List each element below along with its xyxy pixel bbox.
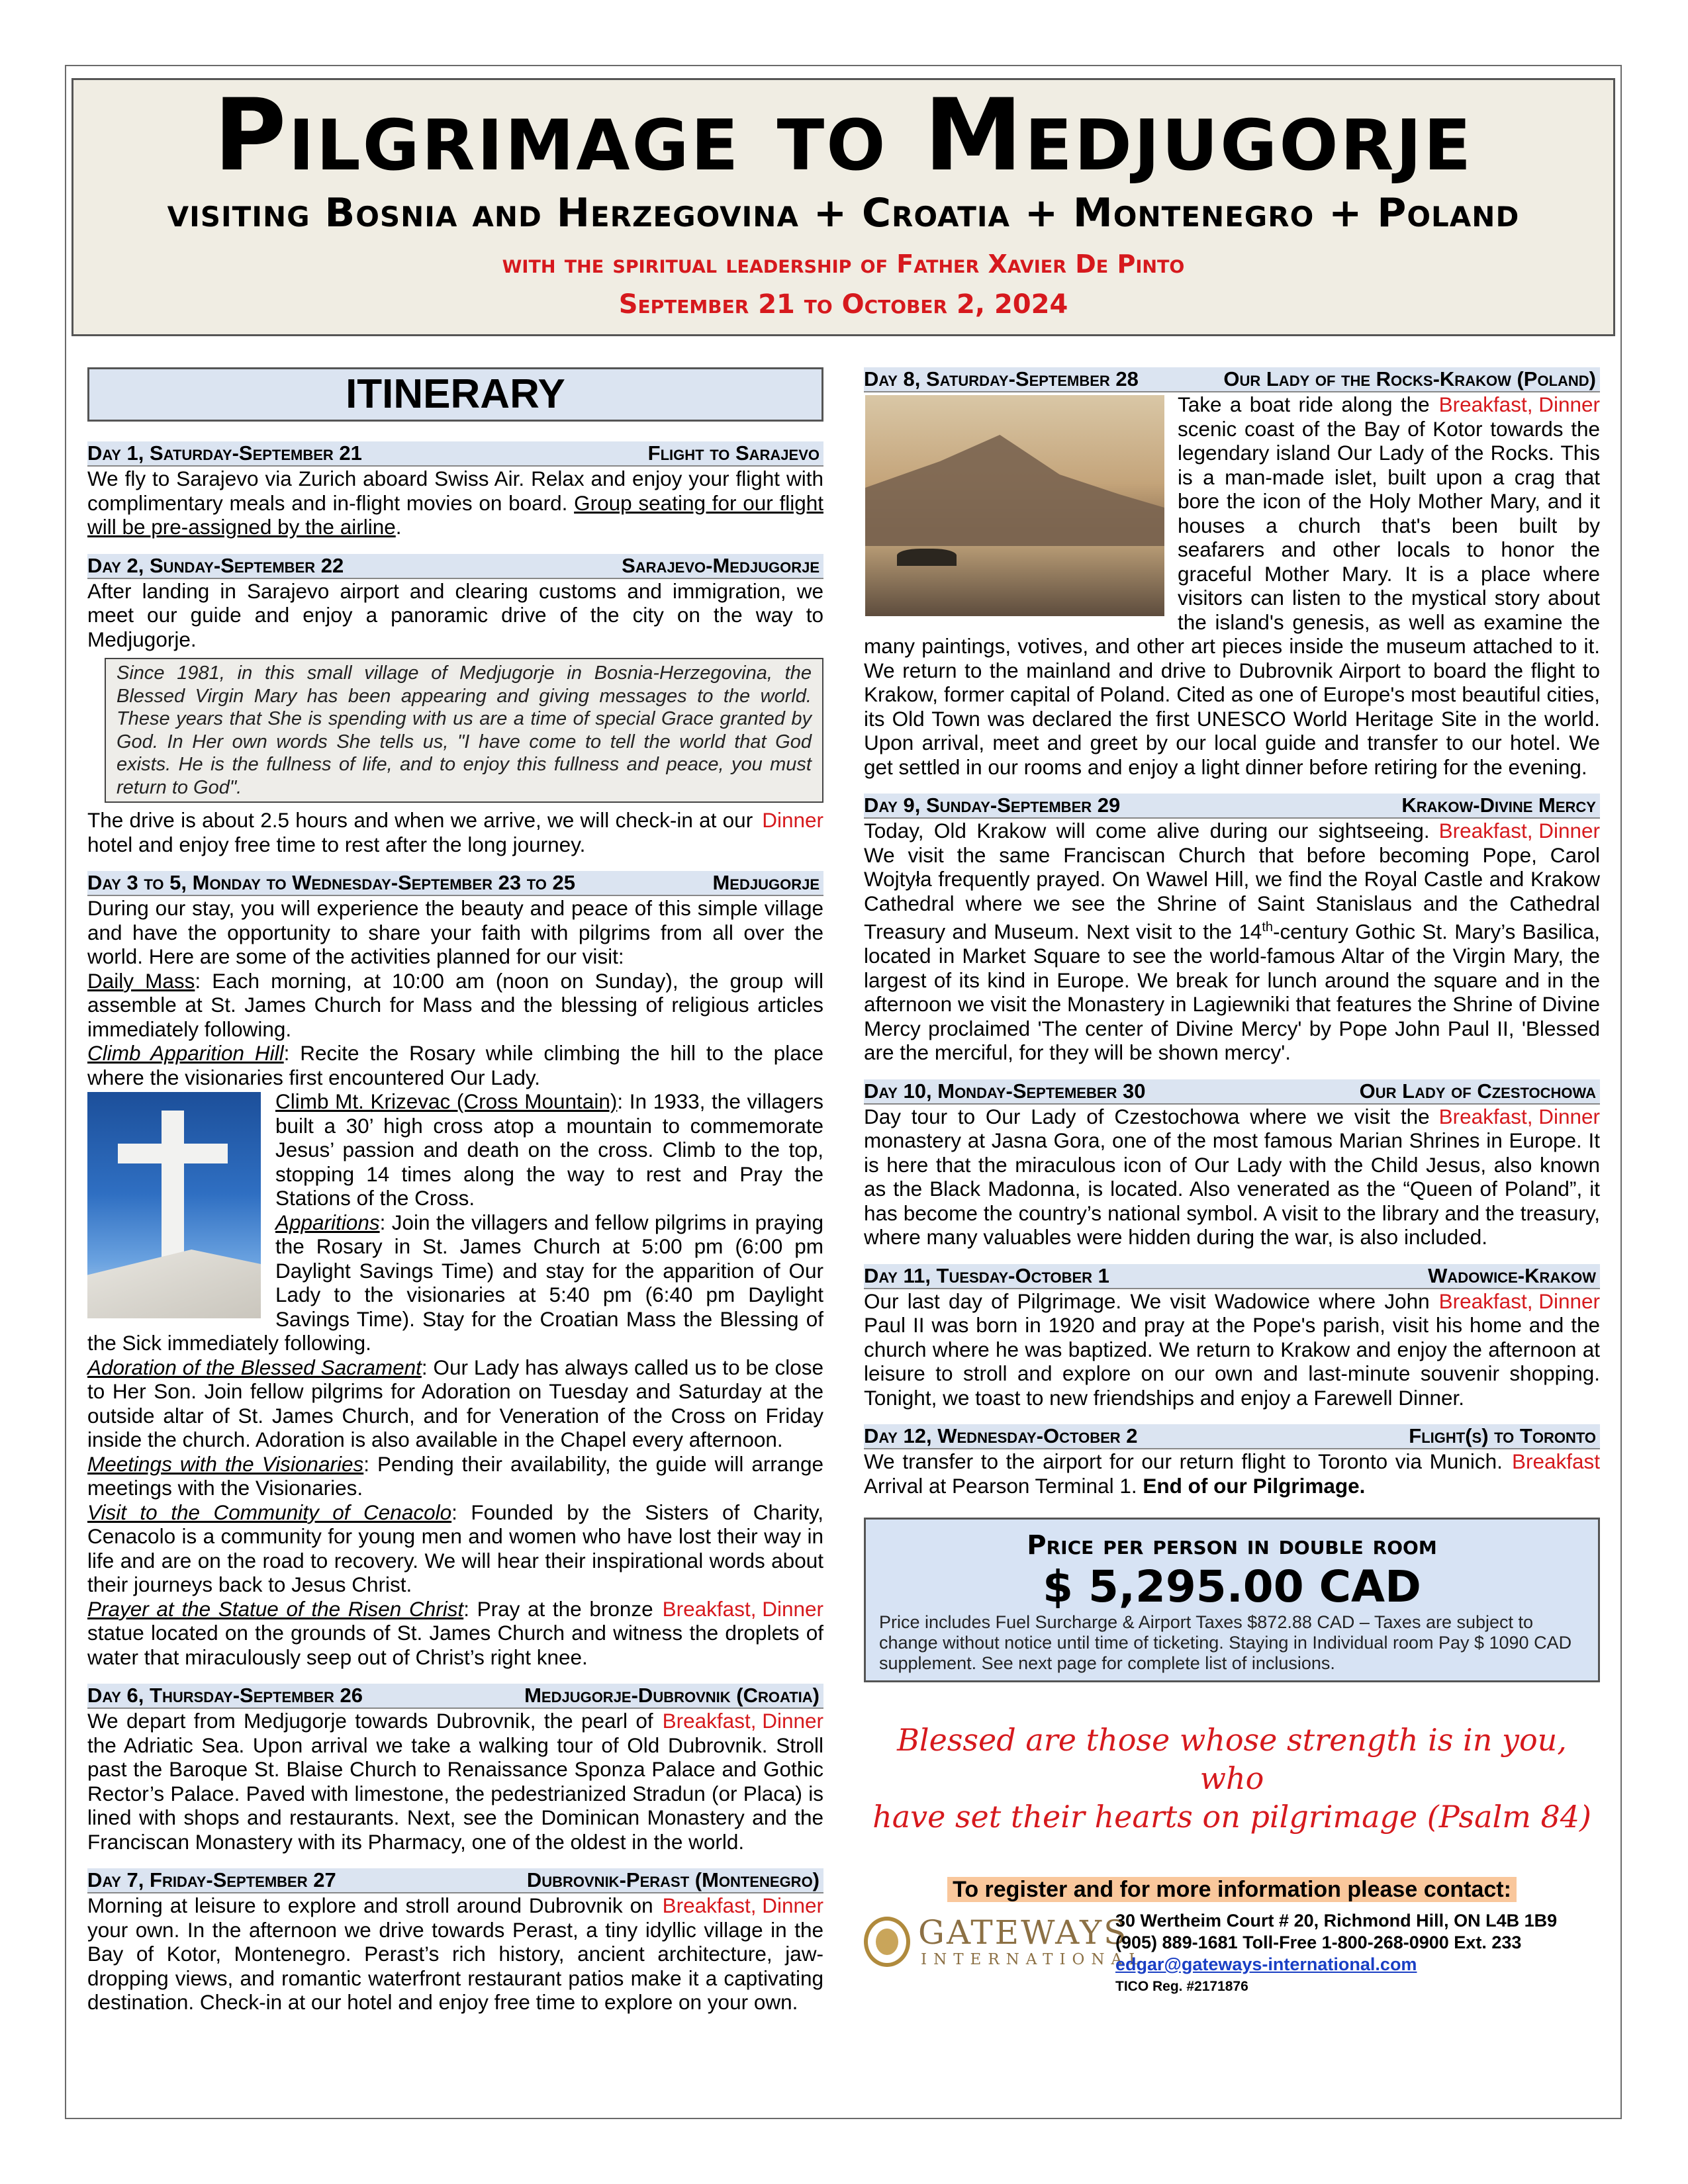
day-header bbox=[864, 1079, 1600, 1105]
page-title: Pilgrimage to Medjugorje bbox=[213, 78, 1474, 193]
activity-text: : Each morning, at 10:00 am (noon on Sunday), the group will assemble at St. James Church for Mass and the blessing of religious articles immediately following. bbox=[87, 968, 823, 1041]
day-10 bbox=[864, 1079, 1600, 1250]
meals: Breakfast, Dinner bbox=[662, 1596, 823, 1621]
phone: (905) 889-1681 Toll-Free 1-800-268-0900 Ext. 233 bbox=[1115, 1933, 1522, 1952]
activity-title: Adoration of the Blessed Sacrament bbox=[87, 1355, 422, 1379]
logo-emblem-icon bbox=[864, 1917, 910, 1967]
activity-text: : Pray at the bronze statue located on the grounds of St. James Church and witness the droplets of water that miraculously seep out of Christ’s right knee. bbox=[87, 1596, 823, 1669]
itinerary-heading: ITINERARY bbox=[87, 367, 823, 422]
cross-mountain-photo bbox=[87, 1092, 261, 1318]
meals: Breakfast bbox=[1511, 1449, 1600, 1473]
day-label: Day 8, Saturday-September 28 bbox=[864, 367, 1139, 390]
day-place: Dubrovnik-Perast (Montenegro) bbox=[526, 1868, 820, 1891]
day-2 bbox=[87, 554, 823, 857]
day-text bbox=[87, 1709, 823, 1854]
meals: Breakfast, Dinner bbox=[662, 1893, 823, 1917]
activity-cenacolo bbox=[87, 1500, 823, 1597]
day-text bbox=[864, 1289, 1600, 1410]
seating-note: Group seating for our flight will be pre-assigned by the airline bbox=[87, 490, 823, 539]
day-header bbox=[87, 1868, 823, 1893]
activity-title: Climb Apparition Hill bbox=[87, 1041, 284, 1065]
day-text-part2: -century Gothic St. Mary’s Basilica, located in Market Square to see the world-famous Altar of the Virgin Mary, the largest of its kind in Europe. We break for lunch around the square and in the afternoon we visit the Monastery in Lagiewniki that features the Shrine of Divine Mercy proclaimed 'The center of Divine Mercy' by Pope John Paul II, 'Blessed are the merciful, for they will be shown mercy'. bbox=[864, 919, 1600, 1064]
contact-section bbox=[864, 1876, 1600, 1992]
activity-text: : In 1933, the villagers built a 30’ high cross atop a mountain to commemorate Jesus’ passion and death on the cross. Climb to the top, stopping 14 times along the way to rest and Pray the Stations of the Cross. bbox=[275, 1089, 824, 1210]
day-place: Flight(s) to Toronto bbox=[1409, 1424, 1596, 1447]
day-header bbox=[87, 554, 823, 579]
day-label: Day 11, Tuesday-October 1 bbox=[864, 1263, 1109, 1287]
day-8 bbox=[864, 367, 1600, 779]
day-text-after bbox=[87, 808, 823, 856]
tico-registration: TICO Reg. #2171876 bbox=[1115, 1979, 1248, 1994]
address: 30 Wertheim Court # 20, Richmond Hill, ON L4B 1B9 bbox=[1115, 1911, 1558, 1931]
day-text-body: Our last day of Pilgrimage. We visit Wadowice where John Paul II was born in 1920 and pray at the Pope's parish, visit his home and the church where he was baptized. We return to Krakow and enjoy the afternoon at leisure to stroll and explore on our own and last-minute souvenir shopping. Tonight, we toast to new friendships and enjoy a Farewell Dinner. bbox=[864, 1289, 1600, 1410]
day-header bbox=[864, 1264, 1600, 1289]
day-place: Krakow-Divine Mercy bbox=[1401, 794, 1596, 817]
price-amount: $ 5,295.00 CAD bbox=[1043, 1561, 1421, 1612]
day-label: Day 10, Monday-Septemeber 30 bbox=[864, 1079, 1146, 1103]
activity-risen-christ bbox=[87, 1597, 823, 1670]
day-1 bbox=[87, 441, 823, 539]
day-label: Day 2, Sunday-September 22 bbox=[87, 553, 344, 577]
header-banner bbox=[71, 78, 1615, 336]
day-text-body: We fly to Sarajevo via Zurich aboard Swiss Air. Relax and enjoy your flight with complimentary meals and in-flight movies on board. bbox=[87, 467, 823, 515]
day-text-part1: Today, Old Krakow will come alive during our sightseeing. We visit the same Franciscan Church that before becoming Pope, Carol Wojtyła frequently prayed. On Wawel Hill, we find the Royal Castle and Krakow Cathedral where we see the Shrine of Saint Stanislaus and the Cathedral Treasury and Museum. Next visit to the 14 bbox=[864, 819, 1600, 944]
end-of-pilgrimage: End of our Pilgrimage. bbox=[1143, 1473, 1366, 1498]
contact-details bbox=[1115, 1910, 1557, 1997]
day-header bbox=[87, 1684, 823, 1709]
activity-daily-mass bbox=[87, 969, 823, 1042]
activity-title: Apparitions bbox=[275, 1210, 380, 1234]
spiritual-leadership: with the spiritual leadership of Father Xavier De Pinto bbox=[502, 250, 1185, 279]
day-label: Day 7, Friday-September 27 bbox=[87, 1868, 336, 1891]
day-place: Medjugorje-Dubrovnik (Croatia) bbox=[524, 1684, 820, 1707]
activity-apparition-hill bbox=[87, 1041, 823, 1089]
medjugorje-quote: Since 1981, in this small village of Medjugorje in Bosnia-Herzegovina, the Blessed Virgin Mary has been appearing and giving messages to the world. These years that She is spending with us are a time of special Grace granted by God. In Her own words She tells us, "I have come to tell the world that God exists. He is the fullness of life, and to enjoy this fullness and peace, you must return to God". bbox=[105, 658, 823, 803]
day-text-body: Morning at leisure to explore and stroll around Dubrovnik on your own. In the afternoon we drive towards Perast, a tiny idyllic village in the Bay of Kotor, Montenegro. Perast’s rich history, ancient architecture, jaw-dropping views, and romantic waterfront restaurant patios make it a captivating destination. Check-in at our hotel and enjoy free time to explore on your own. bbox=[87, 1893, 823, 2014]
cross-base-rock bbox=[87, 1250, 261, 1318]
contact-heading-text: To register and for more information please contact: bbox=[947, 1877, 1517, 1902]
left-column bbox=[87, 367, 823, 2029]
day-label: Day 3 to 5, Monday to Wednesday-September 23 to 25 bbox=[87, 871, 575, 894]
psalm-line-2: have set their hearts on pilgrimage (Psalm 84) bbox=[872, 1799, 1591, 1835]
day-header bbox=[87, 871, 823, 896]
gateways-logo bbox=[864, 1913, 1146, 1985]
activity-visionaries bbox=[87, 1452, 823, 1500]
day-place: Sarajevo-Medjugorje bbox=[622, 553, 820, 577]
day-text-body: Take a boat ride along the scenic coast of the Bay of Kotor towards the legendary island Our Lady of the Rocks. This is a man-made islet, built upon a crag that bore the icon of the Holy Mother Mary, and it houses a church that's been built by seafarers and other locals to honor the graceful Mother Mary. It is a place where visitors can listen to the mystical story about the island's genesis, as well as examine the many paintings, votives, and other art pieces inside the museum attached to it. We return to the mainland and drive to Dubrovnik Airport to board the flight to Krakow, former capital of Poland. Cited as one of Europe's most beautiful cities, its Old Town was declared the first UNESCO World Heritage Site in the world. Upon arrival, meet and greet by our local guide and transfer to our hotel. We get settled in our rooms and enjoy a light dinner before retiring for the evening. bbox=[864, 392, 1600, 779]
day-place: Our Lady of Czestochowa bbox=[1359, 1079, 1596, 1103]
day-11 bbox=[864, 1264, 1600, 1410]
activity-adoration bbox=[87, 1355, 823, 1452]
cross-vertical bbox=[162, 1111, 184, 1263]
day-text bbox=[864, 1105, 1600, 1250]
day-label: Day 12, Wednesday-October 2 bbox=[864, 1424, 1138, 1447]
activity-title: Climb Mt. Krizevac (Cross Mountain) bbox=[275, 1089, 618, 1113]
activity-text: : Recite the Rosary while climbing the hill to the place where the visionaries first encountered Our Lady. bbox=[87, 1041, 823, 1089]
meals: Breakfast, Dinner bbox=[1438, 392, 1600, 416]
day-header bbox=[87, 441, 823, 467]
meals: Breakfast, Dinner bbox=[1438, 1104, 1600, 1128]
day-7 bbox=[87, 1868, 823, 2015]
activity-text: : Join the villagers and fellow pilgrims in praying the Rosary in St. James Church at 5:00 pm (6:00 pm Daylight Savings Time) and stay for the apparition of Our Lady to the visionaries at 5:40 pm (6:40 pm Daylight Savings Time). Stay for the Croatian Mass the Blessing of the Sick immediately following. bbox=[87, 1210, 823, 1355]
photo-islet bbox=[897, 549, 957, 566]
day-place: Wadowice-Krakow bbox=[1428, 1263, 1596, 1287]
day-place: Our Lady of the Rocks-Krakow (Poland) bbox=[1223, 367, 1596, 390]
day-header bbox=[864, 794, 1600, 819]
psalm-quote bbox=[864, 1721, 1600, 1836]
psalm-line-1: Blessed are those whose strength is in you, who bbox=[897, 1722, 1567, 1796]
right-column bbox=[864, 367, 1600, 1992]
price-heading: Price per person in double room bbox=[1027, 1530, 1437, 1561]
activity-text: : Our Lady has always called us to be close to Her Son. Join fellow pilgrims for Adoration on Tuesday and Saturday at the outside altar of St. James Church, and for Veneration of the Cross on Friday inside the church. Adoration is also available in the Chapel every afternoon. bbox=[87, 1355, 823, 1451]
day-label: Day 1, Saturday-September 21 bbox=[87, 441, 362, 465]
email-link[interactable]: edgar@gateways-international.com bbox=[1115, 1954, 1417, 1974]
day-label: Day 6, Thursday-September 26 bbox=[87, 1684, 363, 1707]
trip-dates: September 21 to October 2, 2024 bbox=[618, 289, 1068, 320]
meals: Breakfast, Dinner bbox=[662, 1709, 823, 1733]
day-place: Medjugorje bbox=[712, 871, 820, 894]
ordinal-suffix: th bbox=[1262, 920, 1274, 934]
logo-subtext: INTERNATIONAL bbox=[921, 1951, 1146, 1968]
day-text-body: We depart from Medjugorje towards Dubrovnik, the pearl of the Adriatic Sea. Upon arrival we take a walking tour of Old Dubrovnik. Stroll past the Baroque St. Blaise Church to Renaissance Sponza Palace and Gothic Rector’s Palace. Paved with limestone, the pedestrianized Stradun (or Placa) is lined with shops and restaurants. Next, see the Dominican Monastery and the Franciscan Monastery with its Pharmacy, one of the oldest in the world. bbox=[87, 1709, 823, 1854]
day-header bbox=[864, 367, 1600, 392]
meals: Breakfast, Dinner bbox=[1438, 819, 1600, 842]
day-6 bbox=[87, 1684, 823, 1854]
price-box bbox=[864, 1518, 1600, 1682]
day-label: Day 9, Sunday-September 29 bbox=[864, 794, 1121, 817]
day-9 bbox=[864, 794, 1600, 1065]
activity-title: Meetings with the Visionaries bbox=[87, 1451, 364, 1476]
contact-heading bbox=[864, 1876, 1600, 1903]
day-text bbox=[87, 1893, 823, 2015]
logo-wordmark: GATEWAYS bbox=[918, 1913, 1129, 1952]
day-text-body: We transfer to the airport for our return flight to Toronto via Munich. Arrival at Pearson Terminal 1. bbox=[864, 1449, 1503, 1498]
day-12 bbox=[864, 1424, 1600, 1498]
day-text bbox=[87, 467, 823, 539]
activity-text: : Founded by the Sisters of Charity, Cenacolo is a community for young men and women who have lost their way in life and are on the road to recovery. We will hear their inspirational words about their journeys back to Jesus Christ. bbox=[87, 1500, 823, 1596]
cross-horizontal bbox=[118, 1144, 228, 1163]
day-text bbox=[864, 1449, 1600, 1498]
meals: Dinner bbox=[762, 808, 823, 832]
day-text: After landing in Sarajevo airport and clearing customs and immigration, we meet our guide and enjoy a panoramic drive of the city on the way to Medjugorje. bbox=[87, 578, 823, 651]
bay-of-kotor-photo bbox=[865, 395, 1164, 616]
day-3-to-5 bbox=[87, 871, 823, 1669]
activity-text: : Pending their availability, the guide will arrange meetings with the Visionaries. bbox=[87, 1451, 823, 1500]
day-intro: During our stay, you will experience the beauty and peace of this simple village and have the opportunity to share your faith with pilgrims from all over the world. Here are some of the activities planned for our visit: bbox=[87, 896, 823, 968]
day-text-body: Day tour to Our Lady of Czestochowa where we visit the monastery at Jasna Gora, one of the most famous Marian Shrines in Europe. It is here that the miraculous icon of Our Lady with the Child Jesus, also known as the Black Madonna, is located. Also venerated as the “Queen of Poland”, it has become the country’s national symbol. A visit to the library and the treasury, where many valuables were hidden during the war, is also included. bbox=[864, 1104, 1600, 1249]
day-place: Flight to Sarajevo bbox=[647, 441, 820, 465]
page-subtitle: visiting Bosnia and Herzegovina + Croatia + Montenegro + Poland bbox=[167, 190, 1520, 236]
day-text bbox=[864, 819, 1600, 1065]
day-header bbox=[864, 1424, 1600, 1449]
meals: Breakfast, Dinner bbox=[1438, 1289, 1600, 1313]
day-text-end: . bbox=[395, 515, 402, 539]
price-note: Price includes Fuel Surcharge & Airport Taxes $872.88 CAD – Taxes are subject to change without notice until time of ticketing. Staying in Individual room Pay $ 1090 CAD supplement. See next page for complete list of inclusions. bbox=[879, 1612, 1572, 1673]
day-text-after-body: The drive is about 2.5 hours and when we arrive, we will check-in at our hotel and enjoy free time to rest after the long journey. bbox=[87, 808, 753, 856]
activity-title: Daily Mass bbox=[87, 968, 195, 993]
activity-title: Prayer at the Statue of the Risen Christ bbox=[87, 1596, 464, 1621]
activity-title: Visit to the Community of Cenacolo bbox=[87, 1500, 452, 1524]
